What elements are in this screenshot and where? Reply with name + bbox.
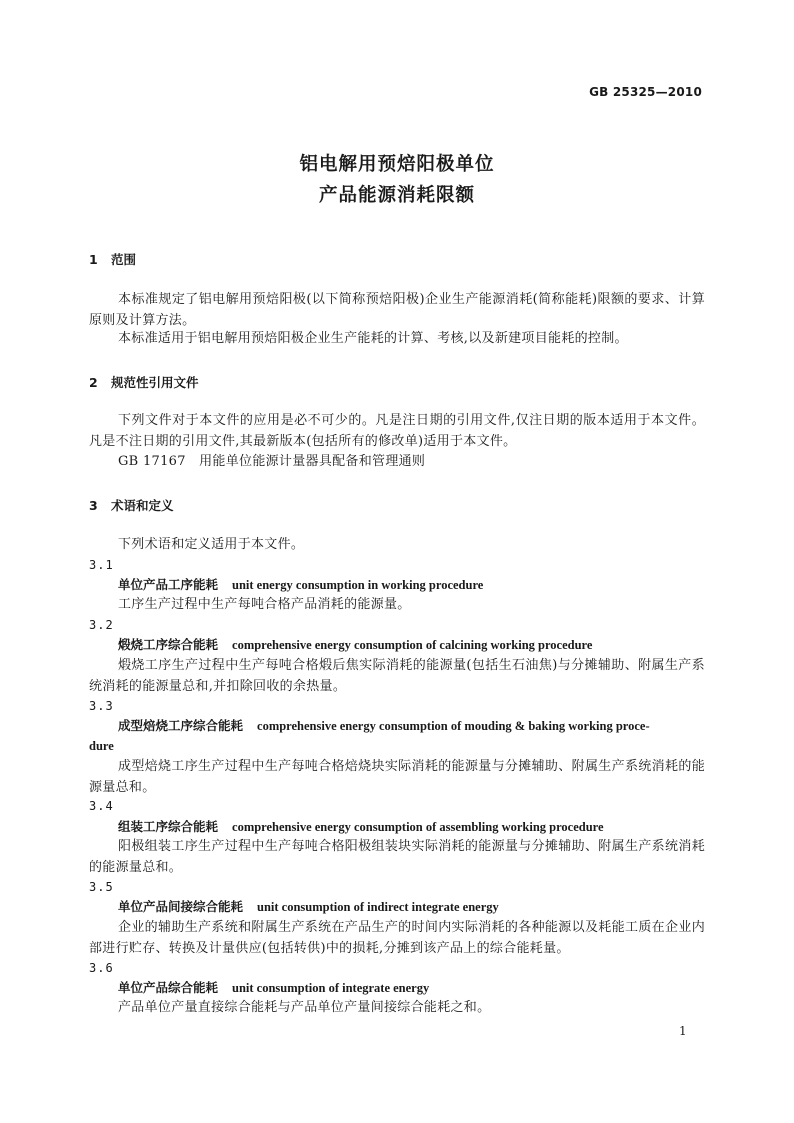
term-3-2-definition: 煅烧工序生产过程中生产每吨合格煅后焦实际消耗的能源量(包括生石油焦)与分摊辅助、附属生产系统消耗的能源量总和,并扣除回收的余热量。 xyxy=(89,658,705,694)
term-number: 3.6 xyxy=(89,961,114,975)
term-3-2 xyxy=(118,635,592,655)
term-number: 3.2 xyxy=(89,618,114,632)
section-title: 术语和定义 xyxy=(111,498,174,513)
section-2-paragraph-1: 下列文件对于本文件的应用是必不可少的。凡是注日期的引用文件,仅注日期的版本适用于本文件。凡是不注日期的引用文件,其最新版本(包括所有的修改单)适用于本文件。 xyxy=(89,413,705,449)
term-3-5 xyxy=(118,897,499,917)
term-english: unit energy consumption in working procedure xyxy=(232,578,484,592)
term-3-5-definition: 企业的辅助生产系统和附属生产系统在产品生产的时间内实际消耗的各种能源以及耗能工质在企业内部进行贮存、转换及计量供应(包括转供)中的损耗,分摊到该产品上的综合能耗量。 xyxy=(89,920,705,956)
section-number: 2 xyxy=(89,375,98,390)
term-chinese: 组装工序综合能耗 xyxy=(118,819,219,834)
document-title-line-1: 铝电解用预焙阳极单位 xyxy=(299,154,495,175)
term-3-6 xyxy=(118,978,429,998)
term-chinese: 煅烧工序综合能耗 xyxy=(118,637,219,652)
term-number: 3.3 xyxy=(89,699,114,713)
term-3-3-definition: 成型焙烧工序生产过程中生产每吨合格焙烧块实际消耗的能源量与分摊辅助、附属生产系统消耗的能源量总和。 xyxy=(89,759,705,795)
term-3-3-english-continued: dure xyxy=(89,739,114,753)
section-2-heading xyxy=(89,373,199,391)
term-3-6-definition: 产品单位产量直接综合能耗与产品单位产量间接综合能耗之和。 xyxy=(118,1000,491,1015)
term-english: unit consumption of integrate energy xyxy=(232,981,430,995)
section-title: 范围 xyxy=(111,252,137,267)
term-3-1 xyxy=(118,575,483,595)
term-english: unit consumption of indirect integrate energy xyxy=(257,900,499,914)
term-english: comprehensive energy consumption of mouding & baking working proce- xyxy=(257,719,650,733)
term-number: 3.4 xyxy=(89,799,114,813)
normative-reference: GB 17167 用能单位能源计量器具配备和管理通则 xyxy=(118,454,426,469)
term-chinese: 单位产品综合能耗 xyxy=(118,980,219,995)
term-3-4 xyxy=(118,817,604,837)
term-number: 3.1 xyxy=(89,558,114,572)
term-number: 3.5 xyxy=(89,880,114,894)
term-3-1-definition: 工序生产过程中生产每吨合格产品消耗的能源量。 xyxy=(118,597,411,612)
section-1-paragraph-1: 本标准规定了铝电解用预焙阳极(以下简称预焙阳极)企业生产能源消耗(简称能耗)限额的要求、计算原则及计算方法。 xyxy=(89,292,705,328)
term-chinese: 单位产品间接综合能耗 xyxy=(118,899,244,914)
section-1-heading xyxy=(89,250,136,268)
standard-code: GB 25325—2010 xyxy=(589,85,702,99)
document-title-line-2: 产品能源消耗限额 xyxy=(318,185,475,206)
section-3-intro: 下列术语和定义适用于本文件。 xyxy=(118,537,305,552)
term-3-4-definition: 阳极组装工序生产过程中生产每吨合格阳极组装块实际消耗的能源量与分摊辅助、附属生产系统消耗的能源量总和。 xyxy=(89,839,705,875)
term-english: comprehensive energy consumption of assembling working procedure xyxy=(232,820,604,834)
term-english: comprehensive energy consumption of calcining working procedure xyxy=(232,638,593,652)
section-1-paragraph-2: 本标准适用于铝电解用预焙阳极企业生产能耗的计算、考核,以及新建项目能耗的控制。 xyxy=(118,331,628,346)
term-chinese: 单位产品工序能耗 xyxy=(118,577,219,592)
section-number: 1 xyxy=(89,252,98,267)
page-number: 1 xyxy=(679,1024,687,1038)
term-3-3 xyxy=(118,716,650,736)
section-number: 3 xyxy=(89,498,98,513)
section-3-heading xyxy=(89,496,174,514)
section-title: 规范性引用文件 xyxy=(111,375,199,390)
term-chinese: 成型焙烧工序综合能耗 xyxy=(118,718,244,733)
